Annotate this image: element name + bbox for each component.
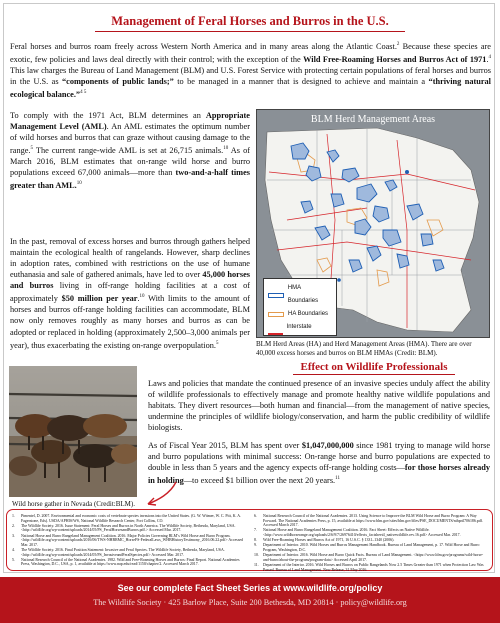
map-caption: BLM Herd Areas (HA) and Herd Management Areas (HMA). There are over 40,000 excess horses and burros on BLM HMAs (Credit: BLM). <box>256 340 472 357</box>
ref-number: 3. <box>12 533 15 538</box>
reference-item <box>12 558 244 567</box>
effect2-bold-spend: $1,047,000,000 <box>301 441 354 450</box>
past-text-1: In the past, removal of excess horses and burros through gathers helped maintain the ecological health of rangelands. However, sharp declines in adoption rates, combined with restrictions on the use of humane euthanasia and sale of gathered animals, have led to over <box>10 237 250 280</box>
effect2-bold-holding: for those horses already in holding <box>148 463 490 486</box>
ref-text: Wild Free-Roaming Horses and Burros Act of 1971, 16 U.S.C. § 1331–1340 (2006). <box>263 538 395 543</box>
reference-item <box>12 534 244 548</box>
aml-text-2: . An AML estimates the optimum number of wild horses and burros that can graze without causing damage to the range. <box>10 122 250 156</box>
ref-number: 10. <box>254 553 259 558</box>
aml-text-3: The current range-wide AML is set at 26,715 animals. <box>33 146 224 156</box>
horse-gather-photo <box>9 366 137 497</box>
past-ref-1: 10 <box>139 294 145 300</box>
legend-item-hma <box>268 282 332 308</box>
ref-number: 6. <box>254 514 257 518</box>
references-left <box>12 514 244 568</box>
intro-bold-public-lands: “components of public lands;” <box>62 76 174 86</box>
ref-number: 8. <box>254 538 257 543</box>
intro-bold-act: Wild Free-Roaming Horses and Burros Act of 1971 <box>303 54 487 64</box>
effect1-text: Laws and policies that mandate the continued presence of an invasive species unduly affect the ability of wildlife professionals to effectively manage and promote healthy native wildlife populations and habitats. They divert resources—both human and financial—from the management of native species, undermine the principles of wildlife biology/conservation, and harm the public credibility of wildlife biologists. <box>148 379 490 433</box>
past-ref-2: 5 <box>215 340 219 346</box>
legend-label: HA Boundaries <box>288 311 329 317</box>
reference-item <box>254 514 486 528</box>
effect-paragraph-2 <box>148 440 490 486</box>
ref-number: 9. <box>254 543 257 548</box>
legend-label: HMA Boundaries <box>287 285 319 304</box>
footer-series-link[interactable]: See our complete Fact Sheet Series at www.wildlife.org/policy <box>117 583 383 593</box>
legend-item-interstate <box>268 321 332 338</box>
intro-paragraph: Feral horses and burros roam freely across Western North America and in many areas along the Atlantic Coast.$^2$ Because these species are exotic, few policies and laws deal directly with their control; with the exception of the Wild Free-Roaming Horses and Burros Act of 1971.$^4$ This law charges the Bureau of Land Management (BLM) and U.S. Forest Service with protecting certain populations of feral horses and burros in the U.S. as “components of public lands;” to be managed in a manner that is designed to achieve and maintain a “thriving natural ecological balance.”$^{4 5}$ <box>10 41 492 99</box>
ref-text: National Horse and Burro Rangeland Management Coalition. 2016. Fact Sheet: Effects on Native Wildlife. <http://www.wildhorserange.org/uploads/2/6/9/7/26976410/effects_factsheet4_nativewildlife.rev.16.pdf> Accessed Mar. 2017. <box>263 528 461 537</box>
photo-caption: Wild horse gather in Nevada (Credit:BLM). <box>12 500 135 508</box>
effect2-text-3: —to exceed $1 billion over the next 20 years. <box>183 476 336 486</box>
reference-item <box>12 548 244 557</box>
page-title: Management of Feral Horses and Burros in the U.S. <box>111 14 389 28</box>
legend-item-ha <box>268 308 332 321</box>
photo-graphic <box>9 366 137 497</box>
reference-item <box>254 528 486 537</box>
intro-ref-1: 2 <box>396 42 400 47</box>
intro-ref-3: 4 5 <box>80 89 87 95</box>
effect-paragraph-1 <box>148 378 490 433</box>
aml-ref-1: 5 <box>30 146 33 152</box>
reference-item <box>12 514 244 523</box>
effect2-text-2: since 1981 trying to manage wild horse and burro populations with minimal success: On-range horse and burro populations are expected to double in less than 5 years and the agency expects off-range holding costs— <box>148 441 491 473</box>
herd-management-map <box>256 109 490 338</box>
legend-swatch <box>268 293 284 298</box>
ref-text: National Research Council of the National Academies. 1982. Wild and Free-Roaming Horses and Burros: Final Report. National Academies Press, Washington, D.C., USA, p. 1, available at https://www.nap.edu/read/1150/chapter/2. Accessed March 2017. <box>21 557 240 567</box>
ref-text: National Research Council of the National Academies. 2013. Using Science to Improve the BLM Wild Horse and Burro Program: A Way Forward. The National Academies Press, p. 15, available at https://www.blm.gov/sites/blm.gov/files/PSE_DOCUMENTS/nihpril706186.pdf. Accessed March 2017. <box>263 514 483 528</box>
aml-ref-3: 10 <box>76 181 82 187</box>
ref-number: 7. <box>254 528 257 533</box>
reference-item <box>254 563 486 572</box>
ref-number: 5. <box>12 557 15 562</box>
past-text-3: With limits to the amount of horses and burros off-range holding facilities can accommodate, BLM now only removes roughly as many horses and burros as can be adopted or replaced in holding (approximately 2,500–3,000 animals per year), thus exacerbating the existing on-range overpopulation. <box>10 294 250 350</box>
effect2-ref: 11 <box>335 476 340 482</box>
ref-number: 2. <box>12 523 15 528</box>
intro-text-3: This law charges the Bureau of Land Management (BLM) and U.S. Forest Service with protecting certain populations of feral horses and burros in the U.S. as <box>10 65 491 86</box>
legend-swatch <box>268 333 283 335</box>
aml-bold-times: two-and-a-half times greater than AML. <box>10 168 251 191</box>
aml-bold-term: Appropriate Management Level (AML) <box>10 111 250 132</box>
past-text-2: living in off-range holding facilities at a cost of approximately <box>10 281 251 304</box>
intro-text-1: Feral horses and burros roam freely across Western North America and in many areas along the Atlantic Coast. <box>10 41 397 51</box>
legend-label: Interstate <box>286 324 312 330</box>
title-underline <box>95 31 405 32</box>
ref-text: Pimentel, D. 2007. Environmental and economic costs of vertebrate species invasions into the United States. (G. W. Witmer, W. C. Pitt, K. A. Fagerstone, Eds). USDA/APHIS/WS, National Wildlife Research Center, Fort Collins, CO. <box>21 514 242 523</box>
ref-text: Department of Interior. 2016. Wild Horse and Burro Quick Facts. Bureau of Land Management. <https://www.blm.gov/programs/wild-horse-and-burro/about-the-program/program-data> Accessed April 2017. <box>263 553 484 562</box>
reference-item <box>12 524 244 533</box>
aml-ref-2: 10 <box>223 146 229 152</box>
reference-item <box>254 543 486 552</box>
past-bold-cost: $50 million per year <box>61 294 138 304</box>
aml-text-4: As of March 2016, BLM estimates that on-range wild horse and burro populations exceed 67,000 animals—more than <box>10 146 250 178</box>
ref-text: Department of the Interior. 2016. Wild Horses and Burros on Public Rangelands Now 2.5 Times Greater than 1971 when Protection Law Was Passed. Bureau of Land Management. New Release, 31 May 2016. <box>263 562 484 572</box>
map-title: BLM Herd Management Areas <box>310 114 436 125</box>
hma-marker <box>405 170 409 174</box>
ref-text: Department of Interior. 2010. Wild Horses and Burros Management Handbook. Bureau of Land Management, p. 17. Wild Horse and Burro Program, Washington, D.C. <box>263 543 480 552</box>
ref-number: 4. <box>12 547 15 552</box>
ref-number: 1. <box>12 514 15 518</box>
intro-text-4: to be managed in a manner that is designed to achieve and maintain a <box>173 76 429 86</box>
footer-address: The Wildlife Society · 425 Barlow Place, Suite 200 Bethesda, MD 20814 · policy@wildlife.org <box>93 598 407 607</box>
past-paragraph: In the past, removal of excess horses and burros through gathers helped maintain the ecological health of rangelands. However, sharp declines in adoption rates, combined with restrictions on the use of humane euthanasia and sale of gathered animals, have led to over 45,000 horses and burros living in off-range holding facilities at a cost of approximately $50 million per year.$^{10}$ With limits to the amount of horses and burros off-range holding facilities can accommodate, BLM now only removes roughly as many horses and burros as can be adopted or replaced in holding (approximately 2,500–3,000 animals per year), thus exacerbating the existing on-range overpopulation.$^5$ <box>10 237 251 350</box>
refs-arrow-icon <box>140 480 180 510</box>
map-legend <box>263 278 337 336</box>
reference-item <box>254 553 486 562</box>
references-right <box>254 514 486 573</box>
ref-text: National Horse and Burro Rangeland Management Coalition. 2016. Major Policies Governing BLM’s Wild Horse and Burro Program. <http://wildlife.org/wp-content/uploads/2016/06/TWS-NHBRMC_HorseFS-FederalLaws_WHBHistoryTestimony_2016.06.22.pdf> Accessed Mar. 2017. <box>21 533 244 547</box>
ref-text: The Wildlife Society. 2016. Issue Statement: Feral Horses and Burros in North America. The Wildlife Society, Bethesda, Maryland, USA. <http://wildlife.org/wp-content/uploads/2014/05/PS_FeralHorsesandBurros.pdf.> Accessed Mar. 2017. <box>21 523 236 533</box>
legend-swatch <box>268 312 284 317</box>
reference-item <box>254 538 486 543</box>
intro-bold-balance: “thriving natural ecological balance.” <box>10 76 491 99</box>
aml-text-1: To comply with the 1971 Act, BLM determines an <box>10 111 206 120</box>
ref-number: 11. <box>254 562 259 567</box>
effect-heading: Effect on Wildlife Professionals <box>300 361 448 373</box>
intro-text-2: Because these species are exotic, few policies and laws deal directly with their control; with the exception of the <box>10 41 491 64</box>
effect2-text-1: As of Fiscal Year 2015, BLM has spent over <box>148 441 302 450</box>
ref-text: The Wildlife Society. 2016. Final Position Statement: Invasive and Feral Species. The Wildlife Society, Bethesda, Maryland, USA. <http://wildlife.org/wp-content/uploads/2014/05/PS_InvasiveandFeralSpecies.pdf> Accessed Mar. 2017. <box>21 547 225 557</box>
intro-ref-2: 4 <box>488 54 492 60</box>
aml-paragraph <box>10 110 250 191</box>
hma-marker <box>337 278 341 282</box>
past-bold-count: 45,000 horses and burros <box>10 270 250 291</box>
effect-underline <box>293 374 455 375</box>
